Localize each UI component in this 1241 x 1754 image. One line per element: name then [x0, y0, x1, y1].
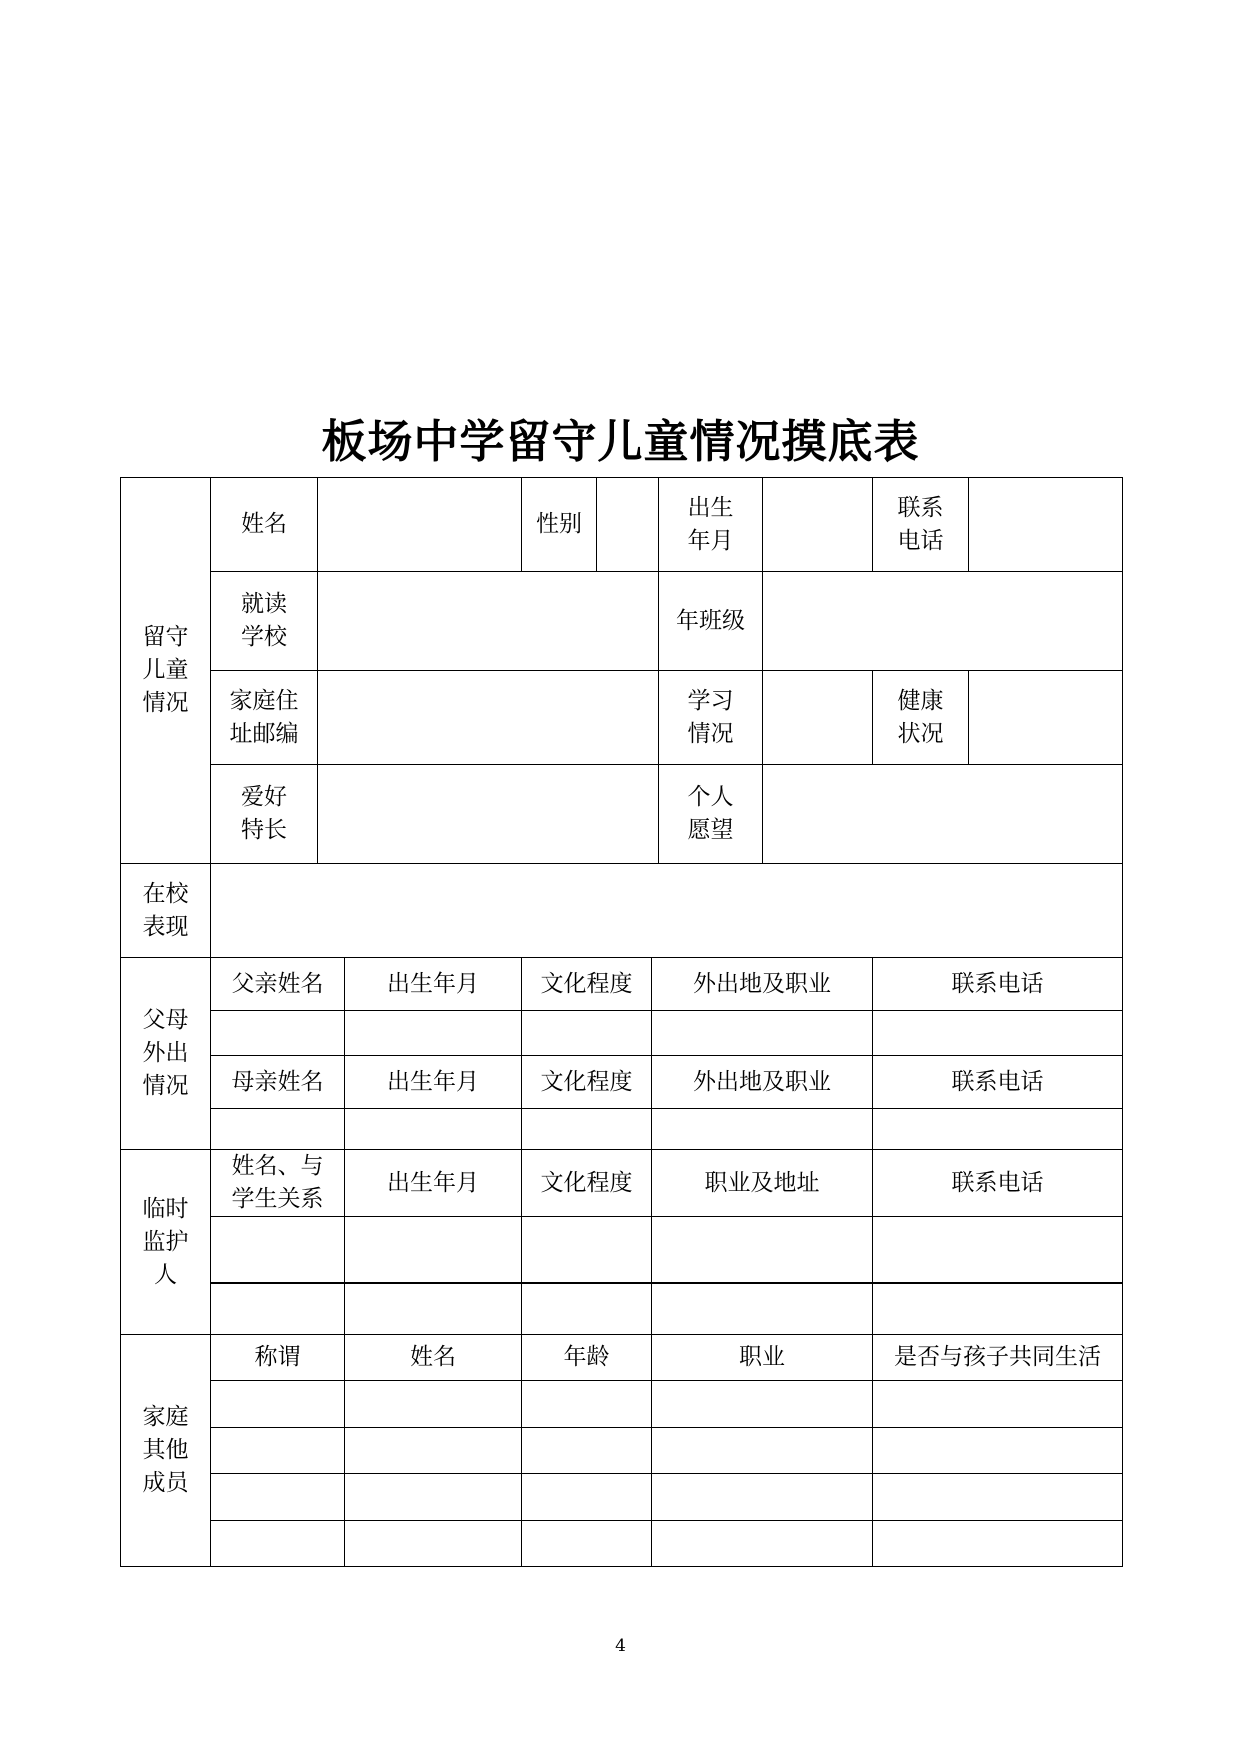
- family-header-row: [121, 1335, 1123, 1381]
- guardian-data-row: [121, 1217, 1123, 1283]
- study-label: 学习 情况: [659, 671, 763, 765]
- mother-job-field[interactable]: [652, 1109, 873, 1150]
- parents-section-label: 父母 外出 情况: [121, 958, 211, 1150]
- name-label: 姓名: [211, 478, 318, 572]
- birth-label: 出生 年月: [659, 478, 763, 572]
- wish-field[interactable]: [763, 765, 1123, 864]
- family-name-field[interactable]: [345, 1428, 522, 1474]
- family-name-header: 姓名: [345, 1335, 522, 1381]
- guardian-phone-field[interactable]: [873, 1283, 1123, 1335]
- family-data-row: [121, 1381, 1123, 1428]
- mother-job-header: 外出地及职业: [652, 1056, 873, 1109]
- family-data-row: [121, 1428, 1123, 1474]
- father-job-field[interactable]: [652, 1011, 873, 1056]
- father-education-field[interactable]: [522, 1011, 652, 1056]
- father-phone-header: 联系电话: [873, 958, 1123, 1011]
- page-number: 4: [615, 1636, 626, 1656]
- father-header-row: [121, 958, 1123, 1011]
- family-title-field[interactable]: [211, 1474, 345, 1521]
- address-field[interactable]: [318, 671, 659, 765]
- family-job-field[interactable]: [652, 1428, 873, 1474]
- mother-name-field[interactable]: [211, 1109, 345, 1150]
- family-title-field[interactable]: [211, 1521, 345, 1567]
- family-age-field[interactable]: [522, 1521, 652, 1567]
- family-section-label: 家庭 其他 成员: [121, 1335, 211, 1567]
- health-label: 健康 状况: [873, 671, 969, 765]
- father-job-header: 外出地及职业: [652, 958, 873, 1011]
- father-birth-header: 出生年月: [345, 958, 522, 1011]
- guardian-job-header: 职业及地址: [652, 1150, 873, 1217]
- gender-label: 性别: [522, 478, 597, 572]
- form-title: 板场中学留守儿童情况摸底表: [321, 415, 920, 468]
- hobby-label: 爱好 特长: [211, 765, 318, 864]
- father-name-header: 父亲姓名: [211, 958, 345, 1011]
- phone-label: 联系 电话: [873, 478, 969, 572]
- birth-field[interactable]: [763, 478, 873, 572]
- family-title-header: 称谓: [211, 1335, 345, 1381]
- family-age-field[interactable]: [522, 1474, 652, 1521]
- family-title-field[interactable]: [211, 1381, 345, 1428]
- family-living-header: 是否与孩子共同生活: [873, 1335, 1123, 1381]
- guardian-header-row: [121, 1150, 1123, 1217]
- school-field[interactable]: [318, 572, 659, 671]
- mother-name-header: 母亲姓名: [211, 1056, 345, 1109]
- performance-label: 在校 表现: [121, 864, 211, 958]
- family-name-field[interactable]: [345, 1521, 522, 1567]
- family-data-row: [121, 1474, 1123, 1521]
- guardian-name-field[interactable]: [211, 1217, 345, 1283]
- father-birth-field[interactable]: [345, 1011, 522, 1056]
- father-education-header: 文化程度: [522, 958, 652, 1011]
- family-job-field[interactable]: [652, 1474, 873, 1521]
- mother-education-field[interactable]: [522, 1109, 652, 1150]
- family-title-field[interactable]: [211, 1428, 345, 1474]
- mother-education-header: 文化程度: [522, 1056, 652, 1109]
- school-label: 就读 学校: [211, 572, 318, 671]
- name-field[interactable]: [318, 478, 522, 572]
- family-age-header: 年龄: [522, 1335, 652, 1381]
- guardian-data-row: [121, 1283, 1123, 1335]
- address-label: 家庭住 址邮编: [211, 671, 318, 765]
- family-name-field[interactable]: [345, 1381, 522, 1428]
- guardian-birth-field[interactable]: [345, 1283, 522, 1335]
- mother-phone-field[interactable]: [873, 1109, 1123, 1150]
- guardian-birth-field[interactable]: [345, 1217, 522, 1283]
- guardian-name-field[interactable]: [211, 1283, 345, 1335]
- gender-field[interactable]: [597, 478, 659, 572]
- family-living-field[interactable]: [873, 1474, 1123, 1521]
- family-living-field[interactable]: [873, 1521, 1123, 1567]
- guardian-name-header: 姓名、与 学生关系: [211, 1150, 345, 1217]
- family-name-field[interactable]: [345, 1474, 522, 1521]
- mother-header-row: [121, 1056, 1123, 1109]
- survey-form-table: [120, 477, 1123, 1567]
- family-job-header: 职业: [652, 1335, 873, 1381]
- wish-label: 个人 愿望: [659, 765, 763, 864]
- performance-row: [121, 864, 1123, 958]
- family-age-field[interactable]: [522, 1381, 652, 1428]
- guardian-section-label: 临时 监护 人: [121, 1150, 211, 1335]
- guardian-job-field[interactable]: [652, 1283, 873, 1335]
- family-job-field[interactable]: [652, 1521, 873, 1567]
- hobby-field[interactable]: [318, 765, 659, 864]
- father-data-row: [121, 1011, 1123, 1056]
- child-section-label: 留守 儿童 情况: [121, 478, 211, 864]
- grade-class-field[interactable]: [763, 572, 1123, 671]
- father-name-field[interactable]: [211, 1011, 345, 1056]
- health-field[interactable]: [969, 671, 1123, 765]
- child-row-2: [121, 572, 1123, 671]
- guardian-birth-header: 出生年月: [345, 1150, 522, 1217]
- family-data-row: [121, 1521, 1123, 1567]
- mother-data-row: [121, 1109, 1123, 1150]
- family-living-field[interactable]: [873, 1428, 1123, 1474]
- family-living-field[interactable]: [873, 1381, 1123, 1428]
- guardian-education-field[interactable]: [522, 1283, 652, 1335]
- guardian-education-field[interactable]: [522, 1217, 652, 1283]
- guardian-phone-header: 联系电话: [873, 1150, 1123, 1217]
- study-field[interactable]: [763, 671, 873, 765]
- child-row-4: [121, 765, 1123, 864]
- father-phone-field[interactable]: [873, 1011, 1123, 1056]
- guardian-education-header: 文化程度: [522, 1150, 652, 1217]
- grade-class-label: 年班级: [659, 572, 763, 671]
- mother-birth-header: 出生年月: [345, 1056, 522, 1109]
- guardian-job-field[interactable]: [652, 1217, 873, 1283]
- phone-field[interactable]: [969, 478, 1123, 572]
- child-row-3: [121, 671, 1123, 765]
- family-age-field[interactable]: [522, 1428, 652, 1474]
- performance-field[interactable]: [211, 864, 1123, 958]
- child-row-1: [121, 478, 1123, 572]
- guardian-phone-field[interactable]: [873, 1217, 1123, 1283]
- family-job-field[interactable]: [652, 1381, 873, 1428]
- mother-phone-header: 联系电话: [873, 1056, 1123, 1109]
- mother-birth-field[interactable]: [345, 1109, 522, 1150]
